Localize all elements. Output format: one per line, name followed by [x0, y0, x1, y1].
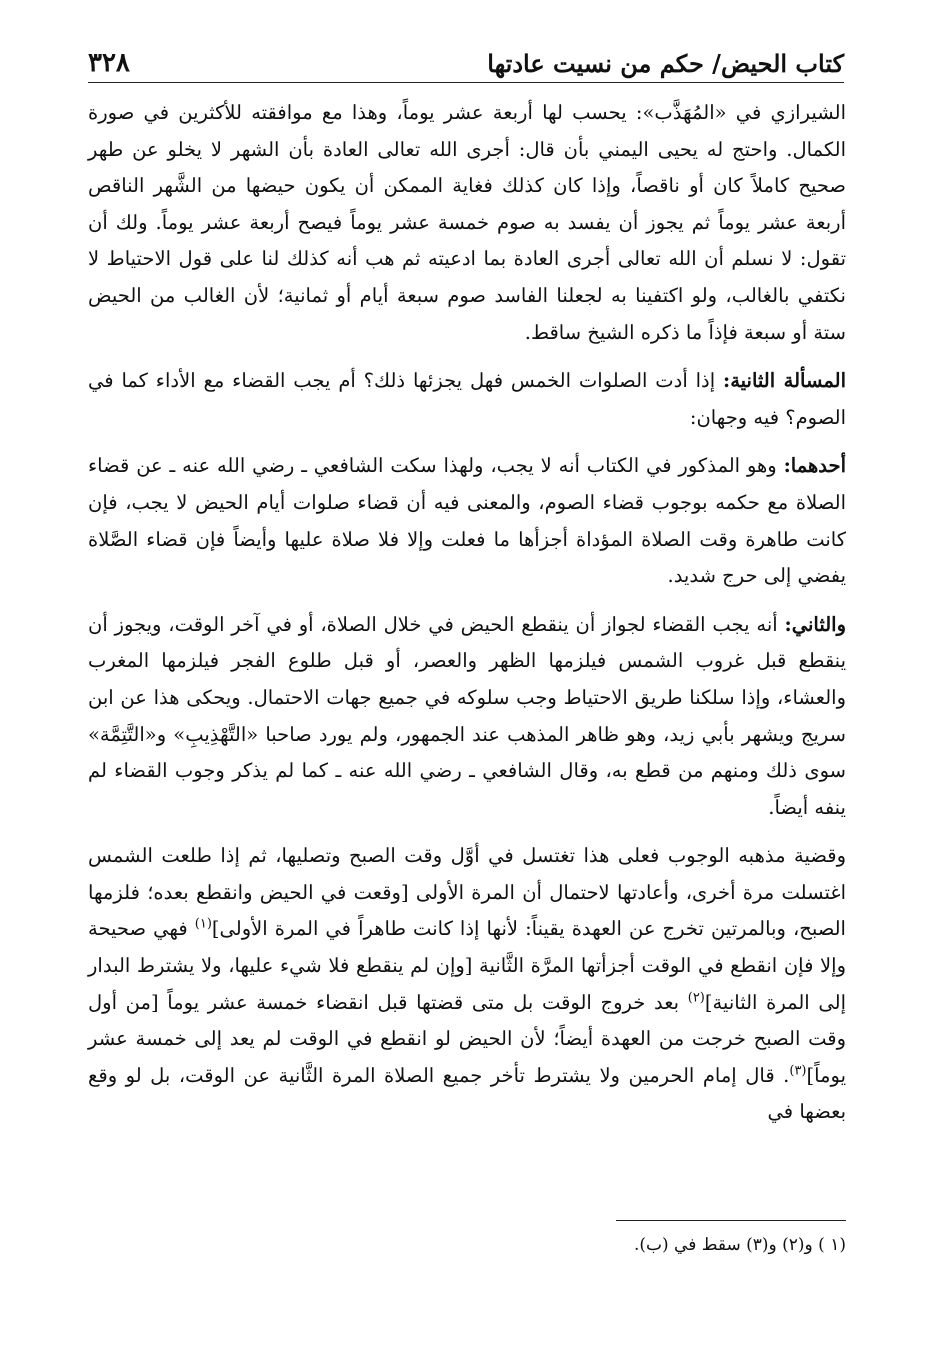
paragraph-4: [88, 607, 846, 827]
footnote-rule: [616, 1220, 846, 1221]
paragraph-lead: المسألة الثانية:: [723, 369, 846, 393]
header-rule: [88, 82, 844, 83]
paragraph-5: [88, 838, 846, 1131]
page-header: [88, 38, 844, 78]
footnote-ref: (١): [194, 916, 212, 932]
running-title: كتاب الحيض/ حكم من نسيت عادتها: [487, 49, 844, 78]
paragraph-3: [88, 448, 846, 594]
paragraph-lead: أحدهما:: [783, 454, 846, 478]
paragraph-text: بعد خروج الوقت بل متى قضتها قبل انقضاء خمسة عشر يوماً [من أول وقت الصبح خرجت من العهدة أيضاً؛ لأن الحيض لو انقطع في الوقت لم يعد إلى خمسة عشر يوماً]: [88, 990, 846, 1087]
footnote-ref: (٣): [789, 1063, 807, 1079]
footnote: (١ ) و(٢) و(٣) سقط في (ب).: [633, 1235, 846, 1255]
footnote-ref: (٢): [687, 990, 705, 1006]
main-text: [88, 95, 846, 1143]
paragraph-2: [88, 363, 846, 436]
paragraph-text: . قال إمام الحرمين ولا يشترط تأخر جميع الصلاة المرة الثَّانية عن الوقت، بل لو وقع بعضها في: [88, 1063, 846, 1124]
paragraph-text: الشيرازي في «المُهَذَّب»: يحسب لها أربعة عشر يوماً، وهذا مع موافقته للأكثرين في صورة الكمال. واحتج له يحيى اليمني بأن قال: أجرى الله تعالى العادة بأن الشهر لا يخلو عن طهر صحيح كاملاً كان أو ناقصاً، وإذا كان كذلك فغاية الممكن أن يكون حيضها من الشَّهر الناقص أربعة عشر يوماً ثم يجوز أن يفسد به صوم خمسة عشر يوماً فيصح أربعة عشر يوماً. ولك أن تقول: لا نسلم أن الله تعالى أجرى العادة بما ادعيته ثم هب أنه كذلك لنا على قول الاحتياط لا نكتفي بالغالب، ولو اكتفينا به لجعلنا الفاسد صوم سبعة أيام أو ثمانية؛ لأن الغالب من الحيض ستة أو سبعة فإذاً ما ذكره الشيخ ساقط.: [88, 101, 846, 344]
paragraph-text: وهو المذكور في الكتاب أنه لا يجب، ولهذا سكت الشافعي ـ رضي الله عنه ـ عن قضاء الصلاة مع حكمه بوجوب قضاء الصوم، والمعنى فيه أن قضاء صلوات أيام الحيض لا يجب، فإن كانت طاهرة وقت الصلاة المؤداة أجزأها ما فعلت وإلا فلا صلاة عليها وأيضاً فإن قضاء الصَّلاة يفضي إلى حرج شديد.: [88, 454, 846, 588]
paragraph-text: فهي صحيحة وإلا فإن انقطع في الوقت أجزأتها المرَّة الثَّانية [وإن لم ينقطع فلا شيء عليها، ولا يشترط البدار إلى المرة الثانية]: [88, 917, 846, 1014]
paragraph-lead: والثاني:: [784, 612, 846, 636]
paragraph-text: أنه يجب القضاء لجواز أن ينقطع الحيض في خلال الصلاة، أو في آخر الوقت، ويجوز أن ينقطع قبل غروب الشمس فيلزمها الظهر والعصر، أو قبل طلوع الفجر فيلزمها المغرب والعشاء، وإذا سلكنا طريق الاحتياط وجب سلوكه في جميع جهات الاحتمال. ويحكى هذا عن ابن سريج ويشهر بأبي زيد، وهو ظاهر المذهب عند الجمهور، ولم يورد صاحبا «التَّهْذِيبِ» و«التَّتِمَّة» سوى ذلك ومنهم من قطع به، وقال الشافعي ـ رضي الله عنه ـ كما لم يذكر وجوب القضاء لم ينفه أيضاً.: [88, 612, 846, 819]
page-number: ٣٢٨: [88, 48, 130, 78]
paragraph-text: وقضية مذهبه الوجوب فعلى هذا تغتسل في أوَّل وقت الصبح وتصليها، ثم إذا طلعت الشمس اغتسلت مرة أخرى، وأعادتها لاحتمال أن المرة الأولى [وقعت في الحيض وانقطع بعده؛ فلزمها الصبح، وبالمرتين تخرج عن العهدة يقيناً: لأنها إذا كانت طاهراً في المرة الأولى]: [88, 844, 846, 941]
paragraph-1: [88, 95, 846, 351]
paragraph-text: إذا أدت الصلوات الخمس فهل يجزئها ذلك؟ أم يجب القضاء مع الأداء كما في الصوم؟ فيه وجهان:: [88, 369, 846, 429]
